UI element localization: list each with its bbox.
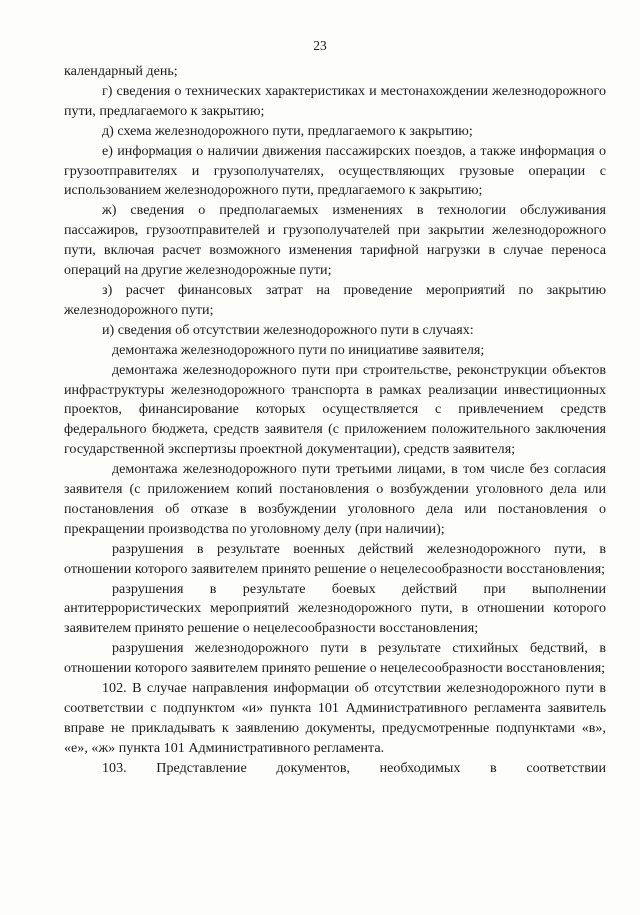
document-body [64, 62, 606, 779]
paragraph-item-z: з) расчет финансовых затрат на проведение мероприятий по закрытию железнодорожного пути; [64, 281, 606, 318]
paragraph-item-e: е) информация о наличии движения пассажирских поездов, а также информация о грузоотправителях и грузополучателях, осуществляющих грузовые операции с использованием железнодорожного пути, предлагаемого к закрытию; [64, 142, 606, 199]
paragraph-case-natural-disasters: разрушения железнодорожного пути в результате стихийных бедствий, в отношении которого заявителем принято решение о нецелесообразности восстановления; [64, 640, 606, 677]
page-number: 23 [313, 38, 327, 53]
paragraph-case-dismantling-third-parties: демонтажа железнодорожного пути третьими лицами, в том числе без согласия заявителя (с приложением копий постановления о возбуждении уголовного дела или постановления об отказе в возбуждении уголовного дела или постановления о прекращении производства по уголовному делу (при наличии); [64, 461, 606, 537]
paragraph-item-g: г) сведения о технических характеристиках и местонахождении железнодорожного пути, предлагаемого к закрытию; [64, 82, 606, 119]
paragraph-item-d: д) схема железнодорожного пути, предлагаемого к закрытию; [102, 122, 473, 139]
paragraph-continuation: календарный день; [64, 63, 178, 79]
paragraph-case-military-actions: разрушения в результате военных действий железнодорожного пути, в отношении которого заявителем принято решение о нецелесообразности восстановления; [64, 540, 606, 577]
paragraph-case-dismantling-construction: демонтажа железнодорожного пути при строительстве, реконструкции объектов инфраструктуры железнодорожного транспорта в рамках реализации инвестиционных проектов, финансирование которых осуществляется с привлечением средств федерального бюджета, средств заявителя (с приложением положительного заключения государственной экспертизы проектной документации), средств заявителя; [64, 361, 606, 458]
paragraph-point-103: 103. Представление документов, необходимых в соответствии [102, 759, 606, 776]
paragraph-point-102: 102. В случае направления информации об отсутствии железнодорожного пути в соответствии с подпунктом «и» пункта 101 Административного регламента заявитель вправе не прикладывать к заявлению документы, предусмотренные подпунктами «в», «е», «ж» пункта 101 Административного регламента. [64, 680, 606, 756]
paragraph-case-dismantling-initiative: демонтажа железнодорожного пути по инициативе заявителя; [112, 341, 485, 358]
paragraph-item-i: и) сведения об отсутствии железнодорожного пути в случаях: [102, 321, 474, 338]
paragraph-case-antiterrorist-actions: разрушения в результате боевых действий при выполнении антитеррористических мероприятий железнодорожного пути, в отношении которого заявителем принято решение о нецелесообразности восстановления; [64, 580, 606, 637]
paragraph-item-zh: ж) сведения о предполагаемых изменениях в технологии обслуживания пассажиров, грузоотправителей и грузополучателей при закрытии железнодорожного пути, включая расчет возможного изменения тарифной нагрузки в случае переноса операций на другие железнодорожные пути; [64, 202, 606, 279]
